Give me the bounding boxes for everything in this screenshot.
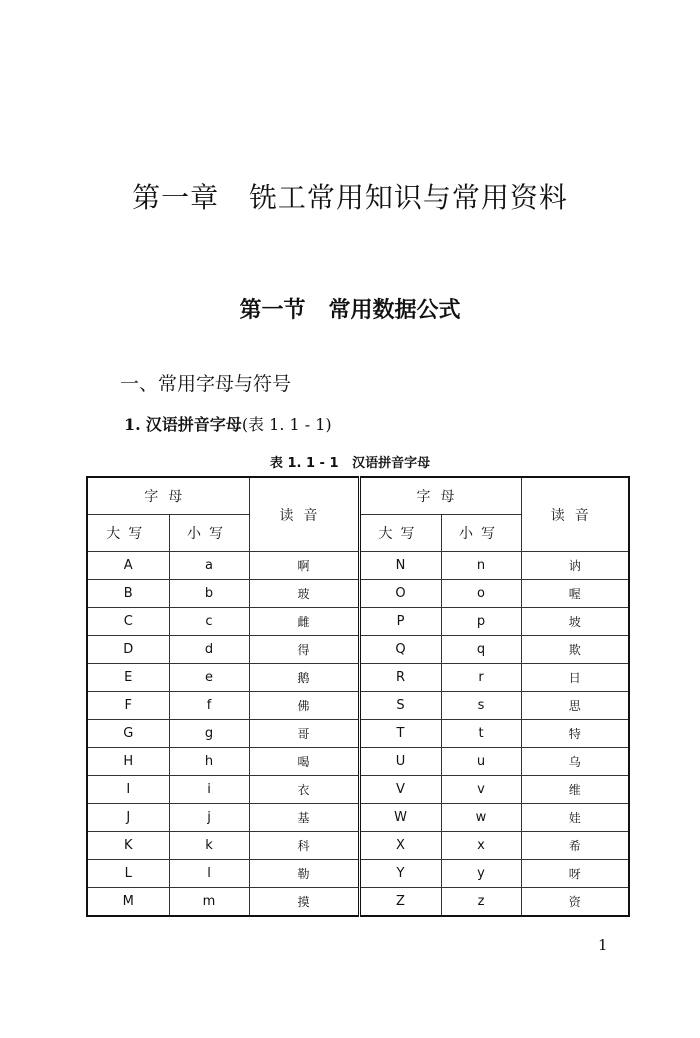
pronunciation-cell: 科 xyxy=(249,832,359,860)
table-caption: 表 1. 1 - 1 汉语拼音字母 xyxy=(269,456,431,471)
lower-letter-cell: y xyxy=(441,860,521,888)
pronunciation-cell: 维 xyxy=(521,776,629,804)
section-title: 第一节 常用数据公式 xyxy=(239,298,461,323)
pinyin-table xyxy=(86,476,630,917)
pronunciation-cell: 讷 xyxy=(521,552,629,580)
table-row xyxy=(87,552,629,580)
pronunciation-cell: 坡 xyxy=(521,608,629,636)
lower-letter-cell: z xyxy=(441,888,521,917)
pronunciation-cell: 勒 xyxy=(249,860,359,888)
table-body xyxy=(87,552,629,917)
header-pron-left: 读音 xyxy=(249,477,359,552)
lower-letter-cell: v xyxy=(441,776,521,804)
header-upper-left: 大写 xyxy=(87,515,169,552)
upper-letter-cell: W xyxy=(359,804,441,832)
upper-letter-cell: B xyxy=(87,580,169,608)
upper-letter-cell: E xyxy=(87,664,169,692)
lower-letter-cell: j xyxy=(169,804,249,832)
lower-letter-cell: t xyxy=(441,720,521,748)
upper-letter-cell: F xyxy=(87,692,169,720)
lower-letter-cell: o xyxy=(441,580,521,608)
pronunciation-cell: 玻 xyxy=(249,580,359,608)
lower-letter-cell: m xyxy=(169,888,249,917)
pronunciation-cell: 娃 xyxy=(521,804,629,832)
pronunciation-cell: 衣 xyxy=(249,776,359,804)
pronunciation-cell: 希 xyxy=(521,832,629,860)
upper-letter-cell: G xyxy=(87,720,169,748)
upper-letter-cell: P xyxy=(359,608,441,636)
lower-letter-cell: a xyxy=(169,552,249,580)
pronunciation-cell: 哥 xyxy=(249,720,359,748)
table-row xyxy=(87,692,629,720)
table-row xyxy=(87,608,629,636)
pronunciation-cell: 资 xyxy=(521,888,629,917)
upper-letter-cell: A xyxy=(87,552,169,580)
upper-letter-cell: N xyxy=(359,552,441,580)
header-lower-right: 小写 xyxy=(441,515,521,552)
upper-letter-cell: Y xyxy=(359,860,441,888)
lower-letter-cell: p xyxy=(441,608,521,636)
header-letter-right: 字母 xyxy=(359,477,521,515)
pronunciation-cell: 啊 xyxy=(249,552,359,580)
upper-letter-cell: H xyxy=(87,748,169,776)
header-upper-right: 大写 xyxy=(359,515,441,552)
pronunciation-cell: 呀 xyxy=(521,860,629,888)
upper-letter-cell: X xyxy=(359,832,441,860)
lower-letter-cell: h xyxy=(169,748,249,776)
lower-letter-cell: f xyxy=(169,692,249,720)
lower-letter-cell: b xyxy=(169,580,249,608)
page-number: 1 xyxy=(598,936,608,954)
pronunciation-cell: 佛 xyxy=(249,692,359,720)
lower-letter-cell: e xyxy=(169,664,249,692)
lower-letter-cell: g xyxy=(169,720,249,748)
lower-letter-cell: k xyxy=(169,832,249,860)
pronunciation-cell: 得 xyxy=(249,636,359,664)
pronunciation-cell: 思 xyxy=(521,692,629,720)
upper-letter-cell: R xyxy=(359,664,441,692)
table-row xyxy=(87,888,629,917)
lower-letter-cell: x xyxy=(441,832,521,860)
upper-letter-cell: C xyxy=(87,608,169,636)
lower-letter-cell: r xyxy=(441,664,521,692)
table-row xyxy=(87,748,629,776)
upper-letter-cell: L xyxy=(87,860,169,888)
table-row xyxy=(87,664,629,692)
upper-letter-cell: O xyxy=(359,580,441,608)
pronunciation-cell: 日 xyxy=(521,664,629,692)
table-row xyxy=(87,720,629,748)
item-title: 汉语拼音字母 xyxy=(145,415,242,434)
header-lower-left: 小写 xyxy=(169,515,249,552)
upper-letter-cell: V xyxy=(359,776,441,804)
table-row xyxy=(87,776,629,804)
lower-letter-cell: q xyxy=(441,636,521,664)
upper-letter-cell: Z xyxy=(359,888,441,917)
subsection-title: 一、常用字母与符号 xyxy=(120,373,292,395)
pronunciation-cell: 喔 xyxy=(521,580,629,608)
upper-letter-cell: U xyxy=(359,748,441,776)
pronunciation-cell: 摸 xyxy=(249,888,359,917)
upper-letter-cell: D xyxy=(87,636,169,664)
item-heading xyxy=(124,412,332,435)
pronunciation-cell: 乌 xyxy=(521,748,629,776)
pronunciation-cell: 特 xyxy=(521,720,629,748)
upper-letter-cell: S xyxy=(359,692,441,720)
pronunciation-cell: 雌 xyxy=(249,608,359,636)
upper-letter-cell: Q xyxy=(359,636,441,664)
lower-letter-cell: s xyxy=(441,692,521,720)
header-pron-right: 读音 xyxy=(521,477,629,552)
header-letter-left: 字母 xyxy=(87,477,249,515)
pronunciation-cell: 欺 xyxy=(521,636,629,664)
item-number: 1. xyxy=(124,415,141,434)
table-row xyxy=(87,580,629,608)
table-row xyxy=(87,860,629,888)
upper-letter-cell: T xyxy=(359,720,441,748)
lower-letter-cell: l xyxy=(169,860,249,888)
lower-letter-cell: d xyxy=(169,636,249,664)
table-row xyxy=(87,804,629,832)
upper-letter-cell: J xyxy=(87,804,169,832)
upper-letter-cell: M xyxy=(87,888,169,917)
upper-letter-cell: K xyxy=(87,832,169,860)
lower-letter-cell: c xyxy=(169,608,249,636)
lower-letter-cell: u xyxy=(441,748,521,776)
lower-letter-cell: w xyxy=(441,804,521,832)
upper-letter-cell: I xyxy=(87,776,169,804)
lower-letter-cell: i xyxy=(169,776,249,804)
lower-letter-cell: n xyxy=(441,552,521,580)
table-row xyxy=(87,636,629,664)
pronunciation-cell: 鹅 xyxy=(249,664,359,692)
chapter-title: 第一章 铣工常用知识与常用资料 xyxy=(132,181,568,214)
table-row xyxy=(87,832,629,860)
pronunciation-cell: 喝 xyxy=(249,748,359,776)
pronunciation-cell: 基 xyxy=(249,804,359,832)
item-ref: (表 1. 1 - 1) xyxy=(241,415,332,434)
